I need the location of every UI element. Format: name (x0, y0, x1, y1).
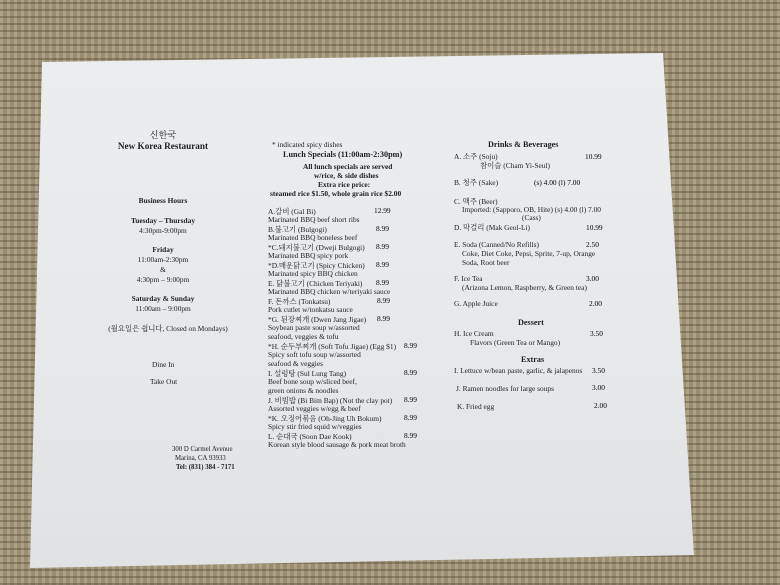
weekend-hours: 11:00am – 9:00pm (135, 304, 191, 313)
extra-rice-title: Extra rice price: (318, 180, 371, 189)
dessert-icecream-price: 3.50 (590, 329, 603, 338)
weekday-hours: 4:30pm-9:00pm (139, 226, 187, 235)
dessert-icecream-name: H. Ice Cream (454, 329, 494, 338)
lunch-item-name: A.갈비 (Gal Bi) (268, 207, 316, 216)
lunch-item-price: 8.99 (404, 431, 417, 440)
lunch-item-name: *C.돼지불고기 (Dweji Bulgogi) (268, 243, 365, 252)
friday-amp: & (160, 265, 166, 274)
lunch-item-desc: Pork cutlet w/tonkatsu sauce (268, 305, 353, 314)
closed-note: (월요일은 쉽니다, Closed on Mondays) (108, 324, 228, 333)
lunch-item-name: L. 순대국 (Soon Dae Kook) (268, 432, 352, 441)
extra-ramen-price: 3.00 (592, 383, 605, 392)
lunch-item-desc: Soybean paste soup w/assorted seafood, veggies & tofu (268, 323, 360, 341)
lunch-item-name: *G. 된장찌개 (Dwen Jang Jigae) (268, 315, 367, 324)
drink-beer-cass: (Cass) (522, 213, 541, 222)
lunch-item-price: 8.99 (404, 413, 417, 422)
drink-beer-imported: Imported: (Sapporo, OB, Hite) (s) 4.00 (l) 7.00 (462, 205, 601, 214)
lunch-item-price: 12.99 (374, 206, 391, 215)
friday-label: Friday (152, 245, 174, 254)
extra-ramen-name: J. Ramen noodles for large soups (456, 384, 554, 393)
lunch-item-desc: Marinated BBQ boneless beef (268, 233, 358, 242)
drink-sake-price: (s) 4.00 (l) 7.00 (534, 178, 581, 187)
take-out-label: Take Out (150, 377, 178, 386)
lunch-item-price: 8.99 (376, 278, 389, 287)
extra-lettuce-name: I. Lettuce w/bean paste, garlic, & jalapenos (454, 366, 583, 375)
lunch-item-name: *K. 오징어볶음 (Oh-Jing Uh Bokum) (268, 414, 382, 423)
extras-title: Extras (521, 355, 545, 364)
drink-soju-sub: 참이슬 (Cham Yi-Seul) (480, 161, 550, 170)
drink-soda-line-1: Coke, Diet Coke, Pepsi, Sprite, 7-up, Orange (462, 249, 596, 258)
weekend-label: Saturday & Sunday (131, 294, 195, 303)
lunch-item-desc: Spicy stir fried squid w/veggies (268, 422, 362, 431)
lunch-item-name: B.불고기 (Bulgogi) (268, 225, 327, 234)
restaurant-name: New Korea Restaurant (117, 141, 209, 151)
dessert-title: Dessert (518, 318, 544, 327)
phone-number: Tel: (831) 384 - 7171 (176, 464, 235, 471)
lunch-note-1: All lunch specials are served (303, 162, 393, 171)
friday-hours-1: 11:00am-2:30pm (137, 255, 189, 264)
drink-soda-price: 2.50 (586, 240, 599, 249)
lunch-item-name: E. 닭불고기 (Chicken Teriyaki) (268, 279, 363, 288)
lunch-item-desc: Korean style blood sausage & pork meat broth (268, 440, 406, 449)
extra-lettuce-price: 3.50 (592, 366, 605, 375)
spicy-note: * indicated spicy dishes (272, 140, 343, 149)
extra-rice-prices: steamed rice $1.50, whole grain rice $2.00 (270, 189, 402, 198)
address-line-2: Marina, CA 93933 (175, 455, 226, 462)
drinks-title: Drinks & Beverages (488, 140, 559, 149)
lunch-item-price: 8.99 (404, 341, 417, 350)
lunch-item-name: I. 설렁탕 (Sul Lung Tang) (268, 369, 347, 378)
drink-tea-sub: (Arizona Lemon, Raspberry, & Green tea) (462, 283, 587, 292)
lunch-item-desc: Marinated BBQ spicy pork (268, 251, 349, 260)
drink-juice-price: 2.00 (589, 299, 602, 308)
drink-beer-name: C. 맥주 (Beer) (454, 197, 498, 206)
drink-soda-line-2: Soda, Root beer (462, 258, 510, 267)
address-line-1: 300 D Carmel Avenue (172, 446, 233, 453)
weekday-label: Tuesday – Thursday (130, 216, 196, 225)
drink-tea-name: F. Ice Tea (454, 274, 483, 283)
lunch-item-price: 8.99 (376, 242, 389, 251)
friday-hours-2: 4:30pm – 9:00pm (136, 275, 190, 284)
lunch-item-name: J. 비빔밥 (Bi Bim Bap) (Not the clay pot) (268, 396, 393, 405)
drink-juice-name: G. Apple Juice (454, 299, 498, 308)
drink-soju-name: A. 소주 (Soju) (454, 152, 498, 161)
lunch-item-name: *H. 순두부찌개 (Soft Tofu Jigae) (Egg $1) (268, 342, 397, 351)
drink-makgeolli-price: 10.99 (586, 223, 603, 232)
lunch-item-desc: Marinated BBQ beef short ribs (268, 215, 360, 224)
hours-title: Business Hours (138, 196, 188, 205)
dine-in-label: Dine In (152, 360, 175, 369)
dessert-icecream-sub: Flavors (Green Tea or Mango) (470, 338, 561, 347)
lunch-item-name: *D.매운닭고기 (Spicy Chicken) (268, 261, 365, 270)
drink-soda-name: E. Soda (Canned/No Refills) (454, 240, 539, 249)
drink-tea-price: 3.00 (586, 274, 599, 283)
lunch-item-price: 8.99 (377, 296, 390, 305)
lunch-item-desc: Assorted veggies w/egg & beef (268, 404, 361, 413)
drink-sake-name: B. 청주 (Sake) (454, 178, 499, 187)
drink-soju-price: 10.99 (585, 152, 602, 161)
lunch-item-desc: Marinated spicy BBQ chicken (268, 269, 358, 278)
lunch-item-desc: Marinated BBQ chicken w/teriyaki sauce (268, 287, 391, 296)
lunch-item-price: 8.99 (404, 395, 417, 404)
extra-egg-price: 2.00 (594, 401, 607, 410)
lunch-item-price: 8.99 (404, 368, 417, 377)
korean-restaurant-name: 신한국 (149, 130, 177, 140)
lunch-item-desc: Spicy soft tofu soup w/assorted seafood & veggies (268, 350, 361, 368)
lunch-item-price: 8.99 (377, 314, 390, 323)
lunch-item-price: 8.99 (376, 224, 389, 233)
lunch-item-price: 8.99 (376, 260, 389, 269)
lunch-title: Lunch Specials (11:00am-2:30pm) (283, 150, 403, 159)
lunch-item-name: F. 돈까스 (Tonkatsu) (268, 297, 331, 306)
drink-makgeolli-name: D. 막걸리 (Mak Geol-Li) (454, 223, 531, 232)
lunch-note-2: w/rice, & side dishes (314, 171, 379, 180)
extra-egg-name: K. Fried egg (457, 402, 495, 411)
lunch-item-desc: Beef bone soup w/sliced beef, green onions & noodles (268, 377, 357, 395)
